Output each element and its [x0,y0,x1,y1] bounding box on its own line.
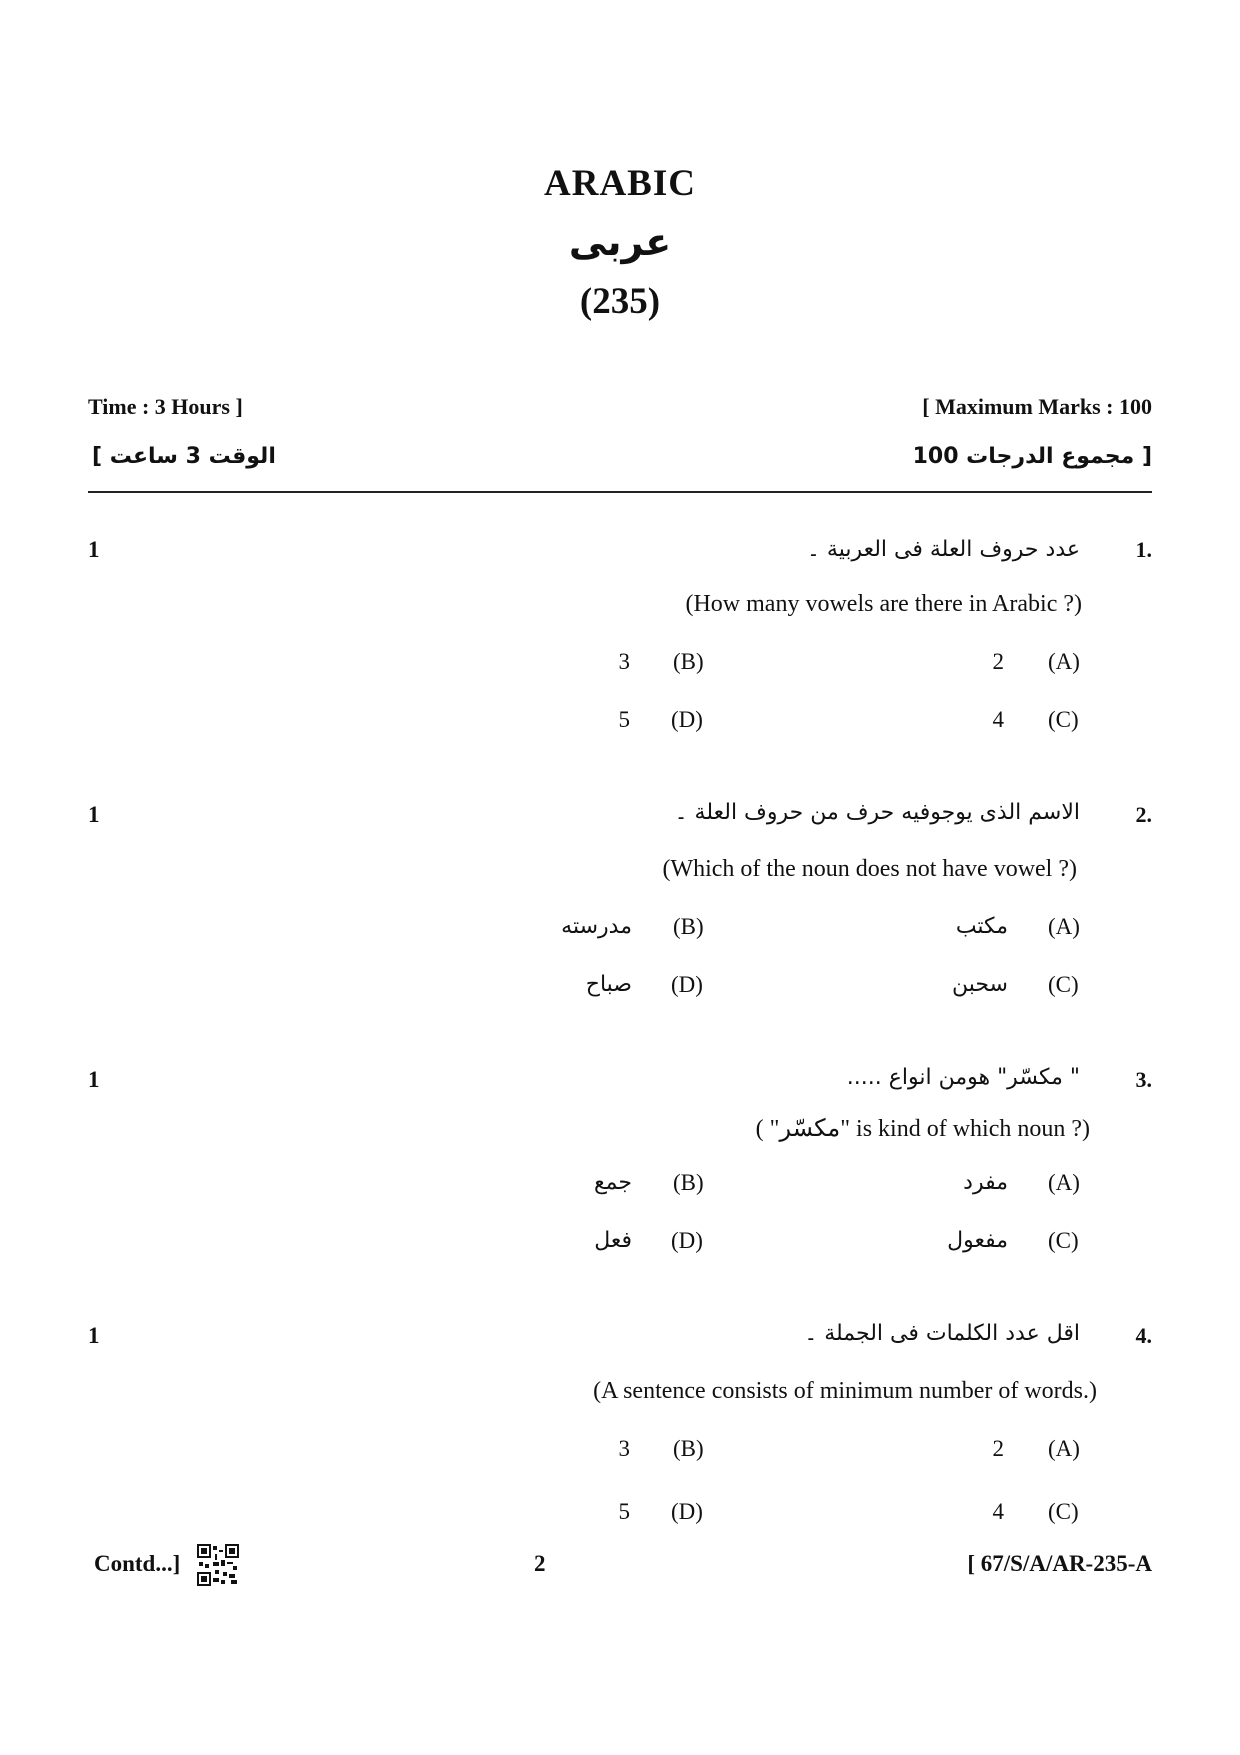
header-divider [88,491,1152,493]
question-marks: 1 [88,802,100,827]
question-marks: 1 [88,1067,100,1092]
option-c-label: (C) [1048,707,1079,732]
option-a-value: مکتب [955,914,1008,939]
question-text-english: (How many vowels are there in Arabic ?) [685,591,1082,617]
qr-code-icon [197,1544,239,1586]
question-number: 2. [1135,802,1152,827]
option-c-label: (C) [1048,972,1079,997]
question-text-arabic: اقل عدد الکلمات فی الجملة ۔ [804,1321,1080,1346]
question-marks: 1 [88,1323,100,1348]
option-d-label: (D) [671,707,703,732]
option-b-label: (B) [673,1436,704,1461]
option-c-label: (C) [1048,1499,1079,1524]
option-b-label: (B) [673,649,704,674]
max-marks-label: [ Maximum Marks : 100 [922,394,1152,419]
option-d-value: فعل [594,1228,632,1253]
question-text-english: (A sentence consists of minimum number of words.) [593,1378,1097,1404]
option-b-value: 3 [618,1436,630,1461]
option-d-label: (D) [671,972,703,997]
option-a-value: 2 [992,1436,1004,1461]
option-d-value: 5 [618,1499,630,1524]
question-number: 4. [1135,1323,1152,1348]
question-text-english: (Which of the noun does not have vowel ?) [662,856,1077,882]
time-label: Time : 3 Hours ] [88,394,243,419]
option-d-label: (D) [671,1499,703,1524]
paper-title: ARABIC [544,163,696,204]
question-text-arabic: الاسم الذی یوجوفیه حرف من حروف العلة ۔ [674,800,1080,825]
question-text-english: ( "مکسّر" is kind of which noun ?) [755,1116,1090,1142]
option-b-label: (B) [673,914,704,939]
option-a-label: (A) [1048,914,1080,939]
paper-title-arabic: عربی [568,220,672,264]
paper-code: (235) [579,281,661,322]
question-number: 3. [1135,1067,1152,1092]
option-b-label: (B) [673,1170,704,1195]
option-b-value: 3 [618,649,630,674]
contd-label: Contd...] [94,1551,181,1576]
option-d-value: 5 [618,707,630,732]
time-label-arabic: [ الوقت 3 ساعت [92,444,276,469]
page-number: 2 [534,1551,546,1576]
option-c-value: مفعول [947,1228,1008,1253]
option-c-label: (C) [1048,1228,1079,1253]
paper-reference: [ 67/S/A/AR-235-A [967,1551,1152,1576]
option-a-label: (A) [1048,649,1080,674]
question-number: 1. [1135,537,1152,562]
option-b-value: جمع [593,1170,632,1195]
question-marks: 1 [88,537,100,562]
option-d-label: (D) [671,1228,703,1253]
question-text-arabic: عدد حروف العلة فی العربیة ۔ [807,537,1080,562]
option-c-value: 4 [992,707,1004,732]
option-a-value: 2 [992,649,1004,674]
option-b-value: مدرسته [561,914,632,939]
option-c-value: سحبن [951,972,1008,997]
max-marks-label-arabic: مجموع الدرجات 100 ] [912,444,1152,469]
option-d-value: صباح [585,972,632,997]
option-a-value: مفرد [963,1170,1008,1195]
option-a-label: (A) [1048,1436,1080,1461]
option-c-value: 4 [992,1499,1004,1524]
question-text-arabic: " مکسّر" هومن انواع ..... [846,1065,1080,1090]
option-a-label: (A) [1048,1170,1080,1195]
